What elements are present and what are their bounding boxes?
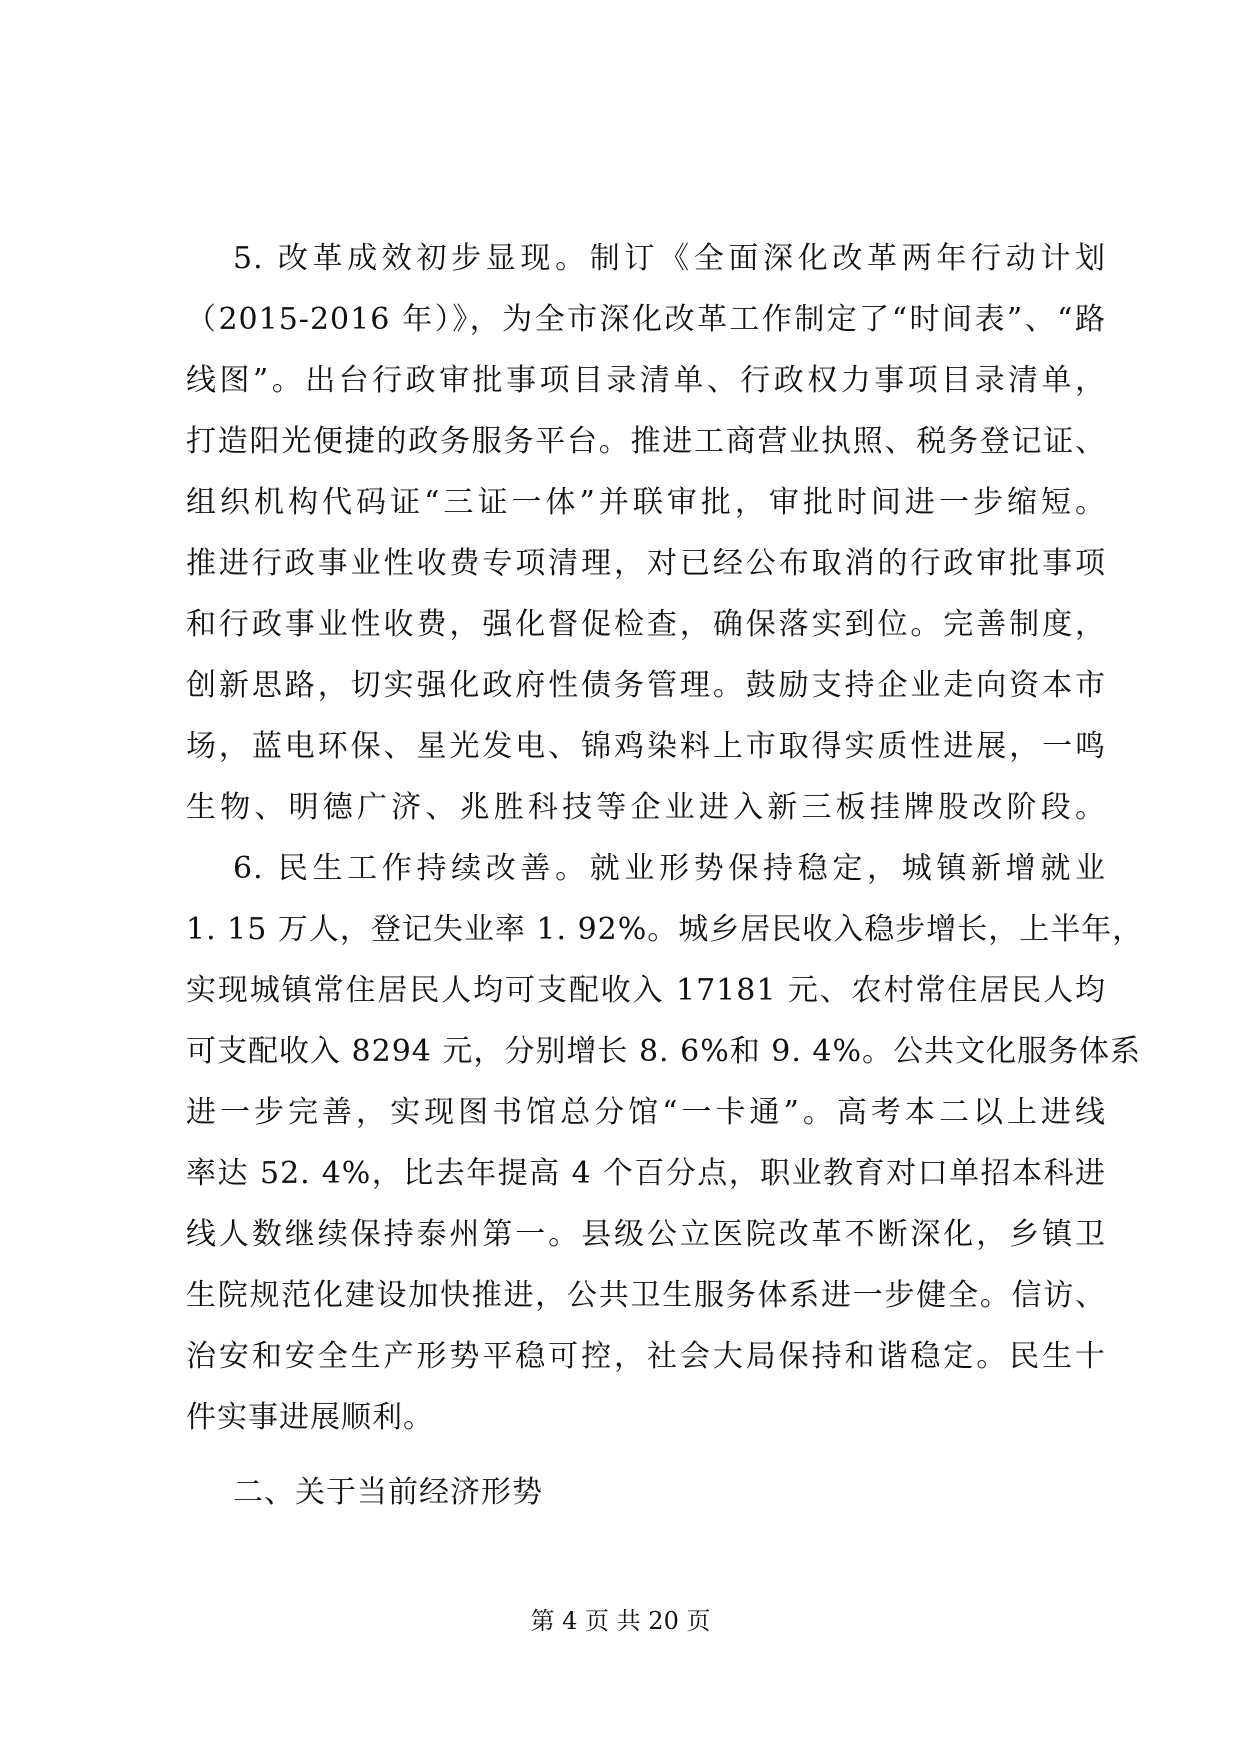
paragraph-line: 5. 改革成效初步显现。制订《全面深化改革两年行动计划 xyxy=(233,241,1106,276)
paragraph-line: 生院规范化建设加快推进，公共卫生服务体系进一步健全。信访、 xyxy=(186,1278,1106,1313)
page-number-footer: 第 4 页 共 20 页 xyxy=(530,1607,711,1635)
paragraph-line: 场，蓝电环保、星光发电、锦鸡染料上市取得实质性进展，一鸣 xyxy=(186,729,1106,764)
paragraph-livelihood xyxy=(186,838,1144,1448)
paragraph-line: 生物、明德广济、兆胜科技等企业进入新三板挂牌股改阶段。 xyxy=(186,790,1106,825)
paragraph-reform-results xyxy=(186,228,1106,838)
paragraph-line: 可支配收入 8294 元，分别增长 8. 6%和 9. 4%。公共文化服务体系 xyxy=(186,1034,1141,1069)
paragraph-line: 线图”。出台行政审批事项目录清单、行政权力事项目录清单， xyxy=(186,363,1106,398)
paragraph-line: 进一步完善，实现图书馆总分馆“一卡通”。高考本二以上进线 xyxy=(186,1095,1106,1130)
paragraph-line: 1. 15 万人，登记失业率 1. 92%。城乡居民收入稳步增长，上半年， xyxy=(186,912,1144,947)
document-body xyxy=(186,228,1144,1523)
paragraph-line: 线人数继续保持泰州第一。县级公立医院改革不断深化，乡镇卫 xyxy=(186,1217,1106,1252)
paragraph-line: 组织机构代码证“三证一体”并联审批，审批时间进一步缩短。 xyxy=(186,485,1106,520)
section-heading: 二、关于当前经济形势 xyxy=(233,1475,543,1510)
paragraph-line: 6. 民生工作持续改善。就业形势保持稳定，城镇新增就业 xyxy=(233,851,1106,886)
paragraph-line: （2015-2016 年）》，为全市深化改革工作制定了“时间表”、“路 xyxy=(186,302,1106,337)
paragraph-line: 和行政事业性收费，强化督促检查，确保落实到位。完善制度， xyxy=(186,607,1106,642)
paragraph-line: 推进行政事业性收费专项清理，对已经公布取消的行政审批事项 xyxy=(186,546,1106,581)
paragraph-line: 治安和安全生产形势平稳可控，社会大局保持和谐稳定。民生十 xyxy=(186,1339,1106,1374)
paragraph-line: 率达 52. 4%，比去年提高 4 个百分点，职业教育对口单招本科进 xyxy=(186,1156,1106,1191)
paragraph-line: 创新思路，切实强化政府性债务管理。鼓励支持企业走向资本市 xyxy=(186,668,1106,703)
paragraph-line: 打造阳光便捷的政务服务平台。推进工商营业执照、税务登记证、 xyxy=(186,424,1106,459)
paragraph-line: 实现城镇常住居民人均可支配收入 17181 元、农村常住居民人均 xyxy=(186,973,1106,1008)
paragraph-line: 件实事进展顺利。 xyxy=(186,1400,434,1435)
